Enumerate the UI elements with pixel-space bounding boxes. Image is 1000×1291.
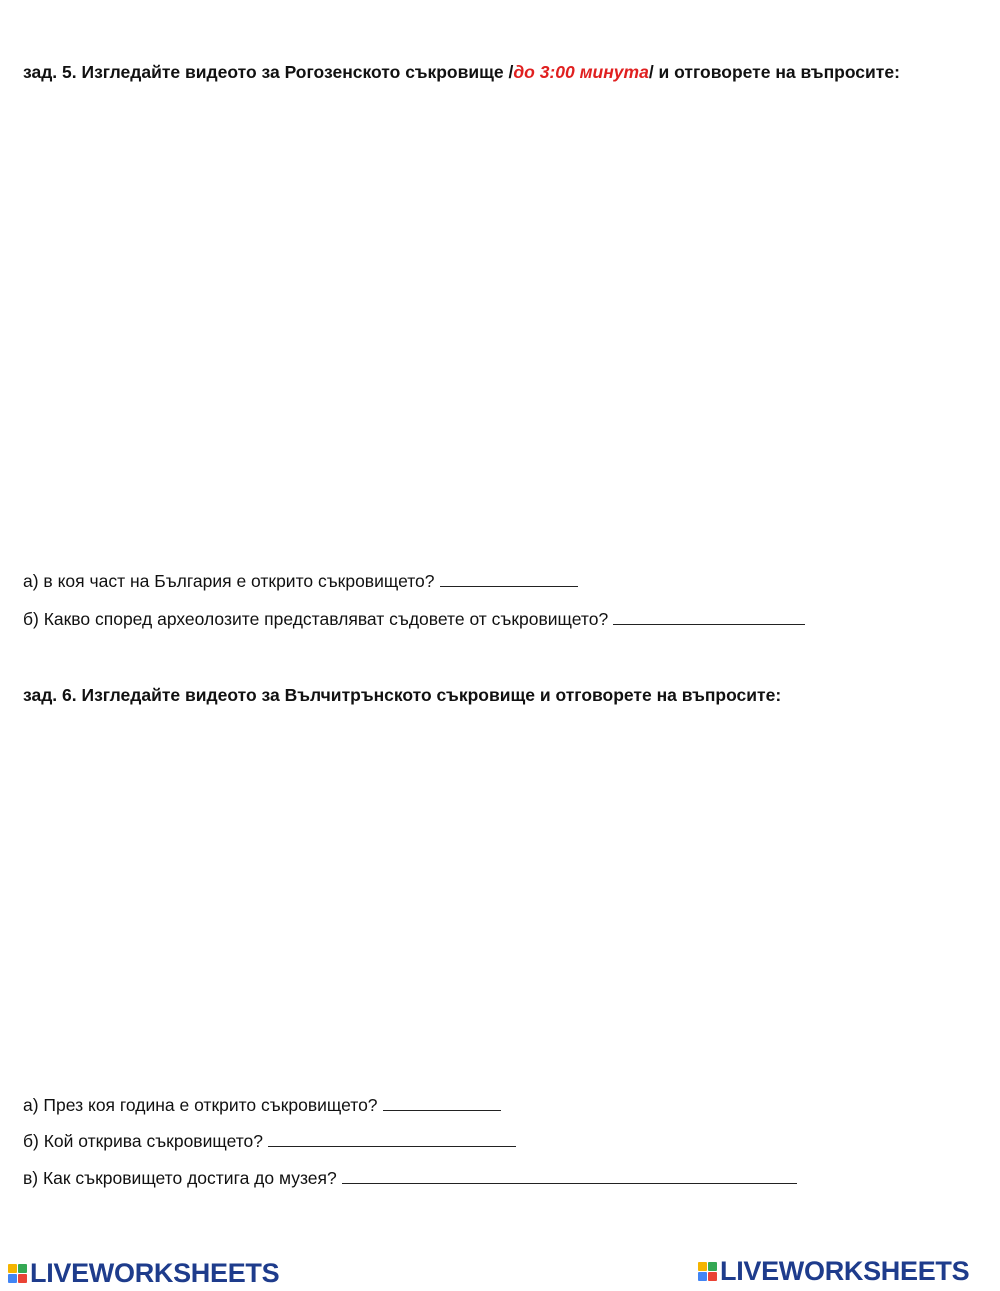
answer-blank[interactable]	[383, 1094, 501, 1111]
task-6-question-a	[23, 1094, 501, 1116]
question-text: в) Как съкровището достига до музея?	[23, 1168, 337, 1188]
time-limit-note: до 3:00 минута	[513, 62, 649, 82]
task-5-title	[23, 60, 923, 84]
answer-blank[interactable]	[268, 1130, 516, 1147]
task-6-question-c	[23, 1167, 797, 1189]
liveworksheets-logo-icon	[698, 1262, 717, 1281]
liveworksheets-logo-right	[698, 1256, 969, 1287]
question-text: б) Кой открива съкровището?	[23, 1131, 264, 1151]
task-5-title-end: / и отговорете на въпросите:	[648, 62, 900, 82]
question-text: б) Какво според археолозите представляват съдовете от съкровището?	[23, 609, 609, 629]
question-text: а) в коя част на България е открито съкровището?	[23, 571, 435, 591]
logo-text: LIVEWORKSHEETS	[30, 1258, 280, 1288]
task-6-video-area[interactable]	[23, 718, 977, 1083]
answer-blank[interactable]	[342, 1167, 797, 1184]
task-5-video-area[interactable]	[23, 118, 977, 558]
task-6-title: зад. 6. Изгледайте видеото за Вълчитрънското съкровище и отговорете на въпросите:	[23, 685, 782, 705]
task-6-question-b	[23, 1130, 516, 1152]
liveworksheets-logo-icon	[8, 1264, 27, 1283]
task-5-title-start: зад. 5. Изгледайте видеото за Рогозенското съкровище /	[23, 62, 514, 82]
question-text: а) През коя година е открито съкровището?	[23, 1095, 378, 1115]
task-5-question-b	[23, 608, 805, 630]
liveworksheets-logo-left	[8, 1258, 279, 1289]
answer-blank[interactable]	[613, 608, 805, 625]
task-5-question-a	[23, 570, 578, 592]
logo-text: LIVEWORKSHEETS	[720, 1256, 970, 1286]
answer-blank[interactable]	[440, 570, 578, 587]
